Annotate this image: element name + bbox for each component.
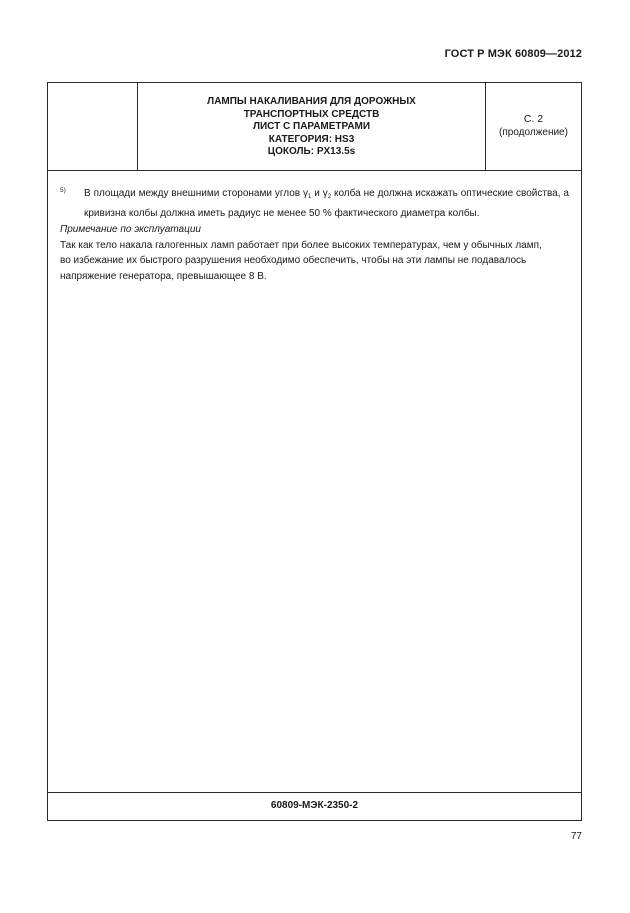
standard-code: ГОСТ Р МЭК 60809—2012 [444,48,582,60]
footnote-5 [60,186,569,221]
note-text [60,238,569,285]
data-sheet-frame [47,82,582,821]
footnote-mark: 5) [60,187,66,194]
note-line-2: во избежание их быстрого разрушения необходимо обеспечить, чтобы на эти лампы не подавалось [60,255,527,266]
note-line-1: Так как тело накала галогенных ламп работает при более высоких температурах, чем у обычных ламп, [60,239,542,251]
title-line-5: ЦОКОЛЬ: PX13.5s [267,146,356,157]
title-line-4: КАТЕГОРИЯ: HS3 [268,133,355,145]
sheet-page-ref: С. 2 [523,113,544,125]
header-row [48,83,581,171]
page-number: 77 [570,831,582,842]
sheet-content [60,186,569,284]
header-title-cell [138,83,486,170]
gamma1-subscript: 1 [307,194,312,200]
footer-code: 60809-МЭК-2350-2 [48,792,581,820]
header-page-cell [486,83,581,170]
continuation-label: (продолжение) [499,127,568,138]
header-left-cell [48,83,138,170]
footnote-text-part1: В площади между внешними сторонами углов γ [84,188,308,199]
footnote-text-part2: и γ [311,188,328,199]
gamma2-subscript: 2 [327,194,332,200]
note-line-3: напряжение генератора, превышающее 8 В. [60,270,267,282]
note-title: Примечание по эксплуатации [60,224,201,235]
title-line-1: ЛАМПЫ НАКАЛИВАНИЯ ДЛЯ ДОРОЖНЫХ [207,96,416,107]
footnote-text-part3: колба не должна искажать оптические свойства, а кривизна колбы должна иметь радиус не менее 50 % фактического диаметра колбы. [84,188,569,219]
title-line-3: ЛИСТ С ПАРАМЕТРАМИ [252,121,371,132]
title-line-2: ТРАНСПОРТНЫХ СРЕДСТВ [243,108,380,120]
